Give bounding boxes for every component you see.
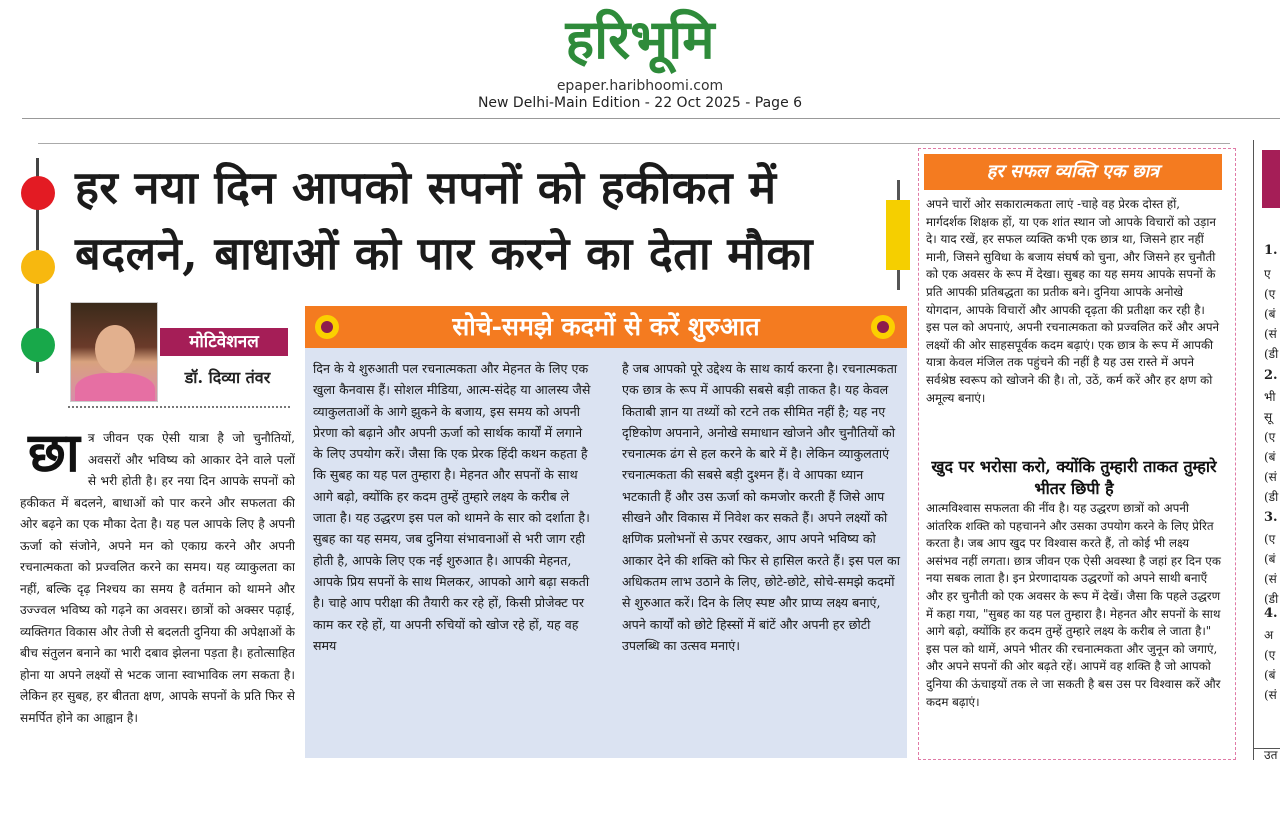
sidebar-paragraph-1: अपने चारों ओर सकारात्मकता लाएं -चाहे वह प्रेरक दोस्त हों, मार्गदर्शक शिक्षक हों, या एक शांत स्थान जो आपके विचारों को उड़ान दे। याद रखें, हर सफल व्यक्ति कभी एक छात्र था, जिसने हार नहीं मानी, जिसने सुविधा के बजाय संघर्ष को चुना, और जिसने हर चुनौती को एक अवसर के रूप में देखा। सुबह का यह समय आपके सपनों के प्रति आपकी प्रतिबद्धता का प्रतीक बने। दुनिया आपके अनोखे योगदान, आपके विचारों और आपकी दृढ़ता की प्रतीक्षा कर रही है। इस पल को अपनाएं, अपनी रचनात्मकता को प्रज्वलित करें और अपने लक्ष्यों की ओर साहसपूर्वक कदम बढ़ाएं। एक छात्र के रूप में आपकी यात्रा केवल मंजिल तक पहुंचने की नहीं है यह उस रास्ते में अपने सर्वश्रेष्ठ स्वरूप को खोजने की है। तो, उठें, कर्म करें और हर क्षण को अमूल्य बनाएं। (926, 197, 1220, 405)
intro-column (20, 428, 295, 768)
category-tag: मोटिवेशनल (160, 328, 288, 356)
neighbor-item: ए (1264, 267, 1271, 281)
subheading-text: सोचे-समझे कदमों से करें शुरुआत (452, 312, 760, 341)
headline-line-1: हर नया दिन आपको सपनों को हकीकत में (75, 161, 777, 214)
neighbor-item: (ए (1264, 532, 1276, 546)
neighbor-item: (सं (1264, 470, 1277, 484)
headline-line-2: बदलने, बाधाओं को पार करने का देता मौका (75, 227, 814, 280)
masthead (0, 0, 1280, 118)
sidebar-subheading: खुद पर भरोसा करो, क्योंकि तुम्हारी ताकत तुम्हारे भीतर छिपी है (931, 457, 1217, 498)
neighbor-item: (बं (1264, 552, 1276, 566)
neighbor-item: 4. (1264, 606, 1278, 621)
neighbor-item: (डी (1264, 347, 1279, 361)
neighbor-item: (डी (1264, 592, 1279, 606)
author-name: डॉ. दिव्या तंवर (184, 368, 271, 387)
epaper-url[interactable]: epaper.haribhoomi.com (556, 78, 724, 94)
neighbor-item: (सं (1264, 688, 1277, 702)
author-face (95, 325, 135, 373)
neighbor-column (1253, 140, 1280, 760)
bullet-dot-icon (871, 315, 895, 339)
sidebar-title: हर सफल व्यक्ति एक छात्र (924, 154, 1222, 190)
neighbor-item: 3. (1264, 510, 1278, 525)
decorative-yellow-bar (886, 200, 910, 270)
masthead-divider (22, 118, 1280, 119)
neighbor-header-band (1262, 150, 1280, 208)
page-divider (38, 143, 1230, 144)
neighbor-item: (ए (1264, 430, 1276, 444)
green-light-icon (21, 328, 55, 362)
neighbor-item: 1. (1264, 243, 1278, 258)
neighbor-item: सू (1264, 410, 1273, 424)
neighbor-item: (ए (1264, 648, 1276, 662)
neighbor-item: 2. (1264, 368, 1278, 383)
traffic-light-graphic (18, 158, 58, 378)
neighbor-item: भी (1264, 390, 1276, 404)
neighbor-item: (सं (1264, 572, 1277, 586)
red-light-icon (21, 176, 55, 210)
author-photo (70, 302, 158, 402)
neighbor-item: (बं (1264, 307, 1276, 321)
neighbor-item: (बं (1264, 450, 1276, 464)
neighbor-item: (ए (1264, 287, 1276, 301)
author-divider (68, 406, 290, 408)
subheading-banner (305, 306, 907, 348)
edition-line: New Delhi-Main Edition - 22 Oct 2025 - Page 6 (477, 95, 803, 111)
neighbor-item: (सं (1264, 327, 1277, 341)
brand-logo[interactable] (505, 6, 775, 74)
intro-text: त्र जीवन एक ऐसी यात्रा है जो चुनौतियों, अवसरों और भविष्य को आकार देने वाले पलों से भरी होती है। हर नया दिन आपके सपनों को हकीकत में बदलने, बाधाओं को पार करने और सफलता की ओर बढ़ने का एक मौका देता है। यह पल आपके लिए है अपनी ऊर्जा को संजोने, अपने मन को एकाग्र करने और अपनी रचनात्मकता को प्रज्वलित करने का समय। यह व्याकुलता का नहीं, बल्कि दृढ़ निश्चय का समय है वर्तमान को थामने और उज्ज्वल भविष्य को गढ़ने का अवसर। छात्रों को अक्सर पढ़ाई, व्यक्तिगत विकास और तेजी से बदलती दुनिया की अपेक्षाओं के बीच संतुलन बनाने का भारी दबाव झेलना पड़ता है। हतोत्साहित होना या अपने लक्ष्यों से भटक जाना स्वाभाविक लग सकता है। लेकिन हर सुबह, हर बीतता क्षण, आपके सपनों के प्रति फिर से समर्पित होने का आह्वान है। (20, 431, 295, 725)
neighbor-item: (डी (1264, 490, 1279, 504)
author-shirt (75, 373, 155, 402)
neighbor-item: उत (1264, 748, 1278, 760)
logo-text: हरिभूमि (565, 7, 715, 71)
logo-mark (505, 6, 775, 74)
drop-cap: छा (28, 428, 80, 484)
sidebar-paragraph-2: आत्मविश्वास सफलता की नींव है। यह उद्धरण छात्रों को अपनी आंतरिक शक्ति को पहचानने और उसका उपयोग करने के लिए प्रेरित करता है। जब आप खुद पर विश्वास करते हैं, तो कोई भी लक्ष्य असंभव नहीं लगता। छात्र जीवन एक ऐसी अवस्था है जहां हर दिन एक नया सबक लाता है। इन प्रेरणादायक उद्धरणों को अपने साथी बनाएँ और हर चुनौती को एक अवसर के रूप में देखें। जैसा कि पहले उद्धरण में कहा गया, "सुबह का यह पल तुम्हारा है। मेहनत और सपनों के साथ आगे बढ़ो, क्योंकि हर कदम तुम्हें तुम्हारे लक्ष्य के करीब ले जाता है।" इस पल को थामें, अपने भीतर की रचनात्मकता और जुनून को जगाएं, और अपने सपनों की ओर बढ़ते रहें। आपमें वह शक्ति है जो आपको दुनिया की ऊंचाइयों तक ले जा सकती है बस उस पर विश्वास करें और कदम बढ़ाएं। (926, 501, 1221, 709)
neighbor-item: (बं (1264, 668, 1276, 682)
article-headline (75, 155, 885, 287)
neighbor-item: अ (1264, 628, 1274, 642)
body-column-2: है जब आपको पूरे उद्देश्य के साथ कार्य करना है। रचनात्मकता एक छात्र के रूप में आपकी सबसे बड़ी ताकत है। यह केवल किताबी ज्ञान या तथ्यों को रटने तक सीमित नहीं है; यह नए दृष्टिकोण अपनाने, अनोखे समाधान खोजने और चुनौतियों को रचनात्मक ढंग से हल करने के बारे में है। लेकिन व्याकुलताएं रचनात्मकता की सबसे बड़ी दुश्मन हैं। वे आपका ध्यान भटकाती हैं और उस ऊर्जा को कमजोर करती हैं जिसे आप सीखने और विकास में निवेश कर सकते हैं। अपने लक्ष्यों को क्षणिक प्रलोभनों से ऊपर रखकर, आप अपने भविष्य को आकार देने की शक्ति को फिर से हासिल करते हैं। इस पल का अधिकतम लाभ उठाने के लिए, छोटे-छोटे, सोचे-समझे कदमों से शुरुआत करें। दिन के लिए स्पष्ट और प्राप्य लक्ष्य बनाएं, अपने कार्यों को छोटे हिस्सों में बांटें और अपनी हर छोटी उपलब्धि का उत्सव मनाएं। (622, 361, 900, 653)
amber-light-icon (21, 250, 55, 284)
body-column-1: दिन के ये शुरुआती पल रचनात्मकता और मेहनत के लिए एक खुला कैनवास हैं। सोशल मीडिया, आत्म-संदेह या आलस्य जैसे व्याकुलताओं के आगे झुकने के बजाय, इस समय को अपनी प्रेरणा को बढ़ाने और अपनी ऊर्जा को सार्थक कार्यों में लगाने के लिए उपयोग करें। जैसा कि एक प्रेरक हिंदी कथन कहता है कि सुबह का यह पल तुम्हारा है। मेहनत और सपनों के साथ आगे बढ़ो, क्योंकि हर कदम तुम्हें तुम्हारे लक्ष्य के करीब ले जाता है। यह उद्धरण इस पल को थामने के सार को दर्शाता है। सुबह का यह समय, जब दुनिया संभावनाओं से भरी जाग रही होती है, आपके लिए एक नई शुरुआत है। आपकी मेहनत, आपके प्रिय सपनों के साथ मिलकर, आपको आगे बढ़ा सकती है। चाहे आप परीक्षा की तैयारी कर रहे हों, किसी प्रोजेक्ट पर काम कर रहे हों, या अपनी रुचियों को खोज रहे हों, यह वह समय (313, 361, 591, 653)
